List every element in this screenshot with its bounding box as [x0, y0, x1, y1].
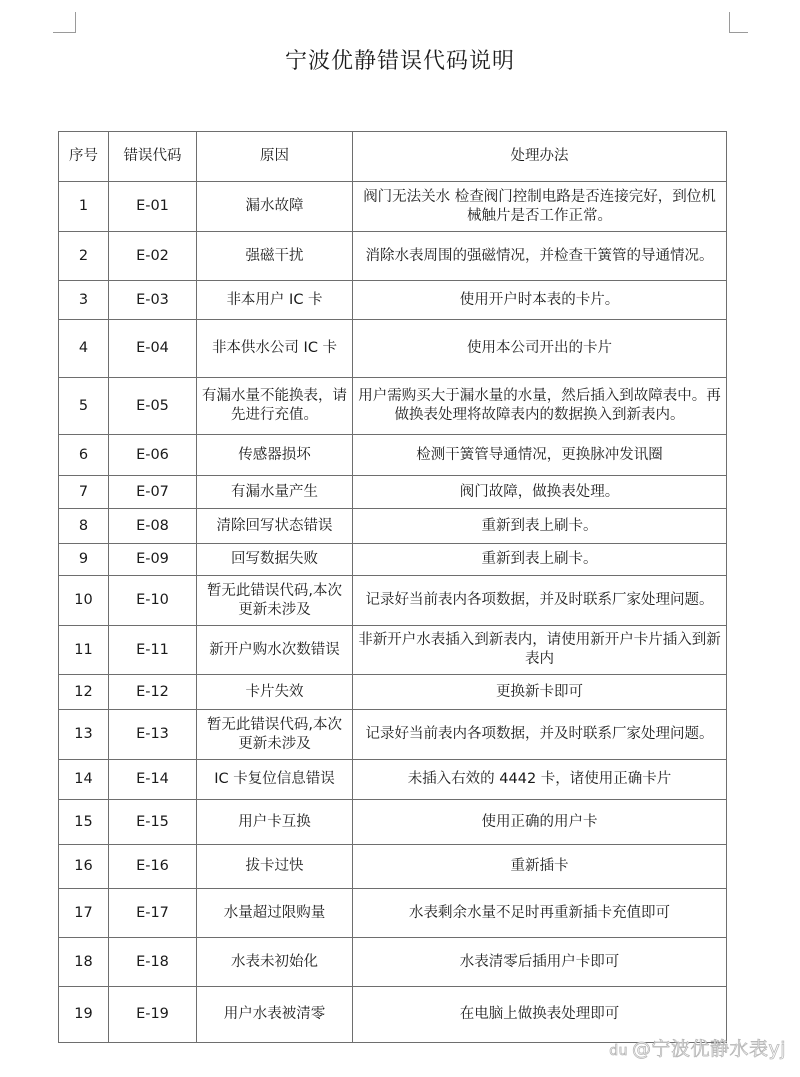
cell-error-code: E-02 [109, 232, 197, 281]
cell-error-code: E-18 [109, 938, 197, 987]
cell-cause: 非本供水公司 IC 卡 [197, 320, 353, 378]
cell-error-code: E-12 [109, 675, 197, 710]
cell-cause: 拔卡过快 [197, 845, 353, 889]
cell-cause: 暂无此错误代码,本次更新未涉及 [197, 576, 353, 626]
cell-cause: 水表未初始化 [197, 938, 353, 987]
table-row [59, 576, 727, 626]
cell-solution: 检测干簧管导通情况，更换脉冲发讯圈 [353, 435, 727, 476]
cell-solution: 使用正确的用户卡 [353, 800, 727, 845]
watermark-text: @宁波优静水表yj [631, 1038, 786, 1060]
cell-seq: 15 [59, 800, 109, 845]
header-solution: 处理办法 [353, 132, 727, 182]
cell-seq: 5 [59, 378, 109, 435]
cell-error-code: E-09 [109, 544, 197, 576]
cell-seq: 3 [59, 281, 109, 320]
table-row [59, 509, 727, 544]
cell-seq: 16 [59, 845, 109, 889]
header-seq: 序号 [59, 132, 109, 182]
cell-seq: 8 [59, 509, 109, 544]
cell-error-code: E-10 [109, 576, 197, 626]
cell-solution: 重新到表上刷卡。 [353, 544, 727, 576]
cell-cause: 清除回写状态错误 [197, 509, 353, 544]
table-row [59, 476, 727, 509]
cell-cause: 强磁干扰 [197, 232, 353, 281]
cell-solution: 使用本公司开出的卡片 [353, 320, 727, 378]
table-row [59, 889, 727, 938]
table-row [59, 938, 727, 987]
cell-error-code: E-13 [109, 710, 197, 760]
table-header-row [59, 132, 727, 182]
table-row [59, 182, 727, 232]
table-row [59, 320, 727, 378]
cell-solution: 使用开户时本表的卡片。 [353, 281, 727, 320]
cell-seq: 18 [59, 938, 109, 987]
header-error-code: 错误代码 [109, 132, 197, 182]
cell-cause: 用户水表被清零 [197, 987, 353, 1043]
page-corner-mark-top-left [53, 12, 76, 33]
cell-seq: 13 [59, 710, 109, 760]
cell-error-code: E-16 [109, 845, 197, 889]
cell-solution: 在电脑上做换表处理即可 [353, 987, 727, 1043]
cell-solution: 重新插卡 [353, 845, 727, 889]
cell-error-code: E-06 [109, 435, 197, 476]
table-row [59, 378, 727, 435]
cell-error-code: E-07 [109, 476, 197, 509]
cell-error-code: E-15 [109, 800, 197, 845]
cell-cause: 传感器损坏 [197, 435, 353, 476]
cell-error-code: E-08 [109, 509, 197, 544]
cell-cause: 用户卡互换 [197, 800, 353, 845]
error-code-table [58, 131, 727, 1043]
cell-cause: 新开户购水次数错误 [197, 626, 353, 675]
cell-seq: 1 [59, 182, 109, 232]
cell-seq: 9 [59, 544, 109, 576]
cell-seq: 2 [59, 232, 109, 281]
cell-seq: 6 [59, 435, 109, 476]
table-row [59, 845, 727, 889]
table-row [59, 544, 727, 576]
watermark [609, 1034, 786, 1061]
cell-cause: 水量超过限购量 [197, 889, 353, 938]
cell-seq: 12 [59, 675, 109, 710]
cell-solution: 阀门故障，做换表处理。 [353, 476, 727, 509]
cell-solution: 非新开户水表插入到新表内，请使用新开户卡片插入到新表内 [353, 626, 727, 675]
cell-solution: 记录好当前表内各项数据，并及时联系厂家处理问题。 [353, 576, 727, 626]
table-row [59, 760, 727, 800]
cell-seq: 19 [59, 987, 109, 1043]
cell-seq: 11 [59, 626, 109, 675]
cell-solution: 未插入右效的 4442 卡，诸使用正确卡片 [353, 760, 727, 800]
cell-error-code: E-03 [109, 281, 197, 320]
cell-cause: 有漏水量不能换表，请先进行充值。 [197, 378, 353, 435]
cell-seq: 4 [59, 320, 109, 378]
table-row [59, 232, 727, 281]
cell-solution: 重新到表上刷卡。 [353, 509, 727, 544]
cell-solution: 更换新卡即可 [353, 675, 727, 710]
cell-solution: 消除水表周围的强磁情况，并检查干簧管的导通情况。 [353, 232, 727, 281]
table-row [59, 435, 727, 476]
table-row [59, 710, 727, 760]
cell-error-code: E-01 [109, 182, 197, 232]
cell-error-code: E-05 [109, 378, 197, 435]
table-body [59, 182, 727, 1043]
cell-solution: 水表剩余水量不足时再重新插卡充值即可 [353, 889, 727, 938]
cell-error-code: E-17 [109, 889, 197, 938]
cell-solution: 用户需购买大于漏水量的水量，然后插入到故障表中。再做换表处理将故障表内的数据换入到新表内。 [353, 378, 727, 435]
cell-cause: 暂无此错误代码,本次更新未涉及 [197, 710, 353, 760]
cell-seq: 10 [59, 576, 109, 626]
cell-cause: 卡片失效 [197, 675, 353, 710]
table-row [59, 626, 727, 675]
cell-error-code: E-11 [109, 626, 197, 675]
paw-logo-icon: du [609, 1043, 628, 1059]
cell-seq: 17 [59, 889, 109, 938]
cell-error-code: E-14 [109, 760, 197, 800]
cell-solution: 阀门无法关水 检查阀门控制电路是否连接完好，到位机械触片是否工作正常。 [353, 182, 727, 232]
cell-cause: 非本用户 IC 卡 [197, 281, 353, 320]
cell-error-code: E-19 [109, 987, 197, 1043]
table-row [59, 281, 727, 320]
cell-cause: 漏水故障 [197, 182, 353, 232]
cell-cause: 回写数据失败 [197, 544, 353, 576]
cell-solution: 记录好当前表内各项数据，并及时联系厂家处理问题。 [353, 710, 727, 760]
page-corner-mark-top-right [729, 12, 748, 33]
cell-cause: IC 卡复位信息错误 [197, 760, 353, 800]
document-title: 宁波优静错误代码说明 [284, 49, 515, 74]
header-cause: 原因 [197, 132, 353, 182]
table-row [59, 800, 727, 845]
cell-error-code: E-04 [109, 320, 197, 378]
cell-seq: 7 [59, 476, 109, 509]
cell-seq: 14 [59, 760, 109, 800]
cell-cause: 有漏水量产生 [197, 476, 353, 509]
table-row [59, 675, 727, 710]
cell-solution: 水表清零后插用户卡即可 [353, 938, 727, 987]
